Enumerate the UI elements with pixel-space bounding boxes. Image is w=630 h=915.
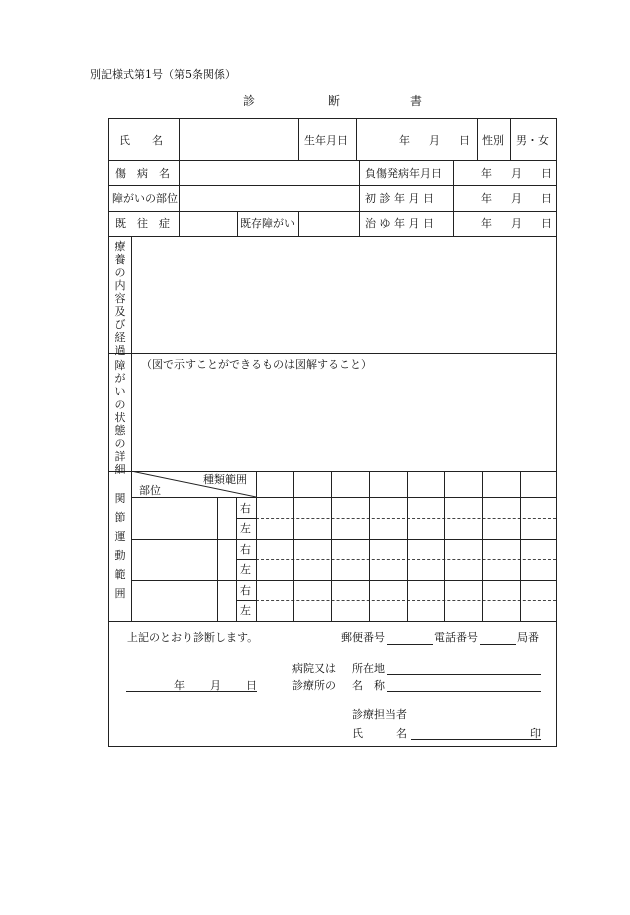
exchange-label: 局番 — [517, 631, 539, 644]
side-right-2: 右 — [240, 543, 251, 556]
cure-month: 月 — [511, 217, 522, 230]
injury-date-label: 負傷発病年月日 — [365, 167, 442, 180]
hospital-label-2: 診療所の — [292, 679, 336, 692]
birth-day: 日 — [459, 134, 470, 147]
hospital-label-1: 病院又は — [292, 662, 336, 675]
date-year: 年 — [174, 679, 185, 692]
phone-label: 電話番号 — [434, 631, 478, 644]
sex-label: 性別 — [482, 134, 504, 147]
birth-year: 年 — [399, 134, 410, 147]
cure-date-label: 治 ゆ 年 月 日 — [365, 217, 434, 230]
cure-year: 年 — [481, 217, 492, 230]
postal-label: 郵便番号 — [341, 631, 385, 644]
side-left-1: 左 — [240, 522, 251, 535]
first-visit-day: 日 — [541, 192, 552, 205]
side-left-3: 左 — [240, 604, 251, 617]
side-left-2: 左 — [240, 563, 251, 576]
treatment-label: 療養の内容及び経過 — [114, 240, 126, 357]
doctor-label: 診療担当者 — [352, 708, 407, 721]
address-label: 所在地 — [352, 662, 385, 675]
certificate-form — [108, 118, 557, 747]
disease-label: 傷 病 名 — [115, 167, 170, 180]
first-visit-label: 初 診 年 月 日 — [365, 192, 434, 205]
disability-detail-label: 障がいの状態の詳細 — [114, 359, 126, 476]
disability-note: （図で示すことができるものは図解すること） — [141, 358, 372, 371]
seal-mark: 印 — [530, 727, 541, 740]
doctor-name-label: 氏 名 — [352, 727, 407, 740]
injury-year: 年 — [481, 167, 492, 180]
first-visit-year: 年 — [481, 192, 492, 205]
injury-day: 日 — [541, 167, 552, 180]
title-char-2: 断 — [328, 94, 341, 108]
part-header: 部位 — [139, 484, 161, 497]
rom-label: 関節運動範囲 — [114, 492, 126, 600]
date-day: 日 — [246, 679, 257, 692]
form-caption: 別記様式第1号（第5条関係） — [90, 68, 236, 81]
title-char-1: 診 — [243, 94, 256, 108]
birthdate-label: 生年月日 — [304, 134, 348, 147]
first-visit-month: 月 — [511, 192, 522, 205]
sex-value: 男・女 — [516, 134, 549, 147]
diagnosis-statement: 上記のとおり診断します。 — [127, 631, 259, 644]
injury-month: 月 — [511, 167, 522, 180]
date-month: 月 — [210, 679, 221, 692]
kind-header: 種類範囲 — [203, 473, 247, 486]
birth-month: 月 — [429, 134, 440, 147]
name-label: 氏 名 — [119, 134, 163, 147]
side-right-1: 右 — [240, 502, 251, 515]
side-right-3: 右 — [240, 584, 251, 597]
title-char-3: 書 — [410, 94, 423, 108]
existing-disability-label: 既存障がい — [240, 217, 295, 230]
facility-name-label: 名 称 — [352, 679, 385, 692]
history-label: 既 往 症 — [115, 217, 170, 230]
cure-day: 日 — [541, 217, 552, 230]
disability-part-label: 障がいの部位 — [112, 192, 178, 205]
